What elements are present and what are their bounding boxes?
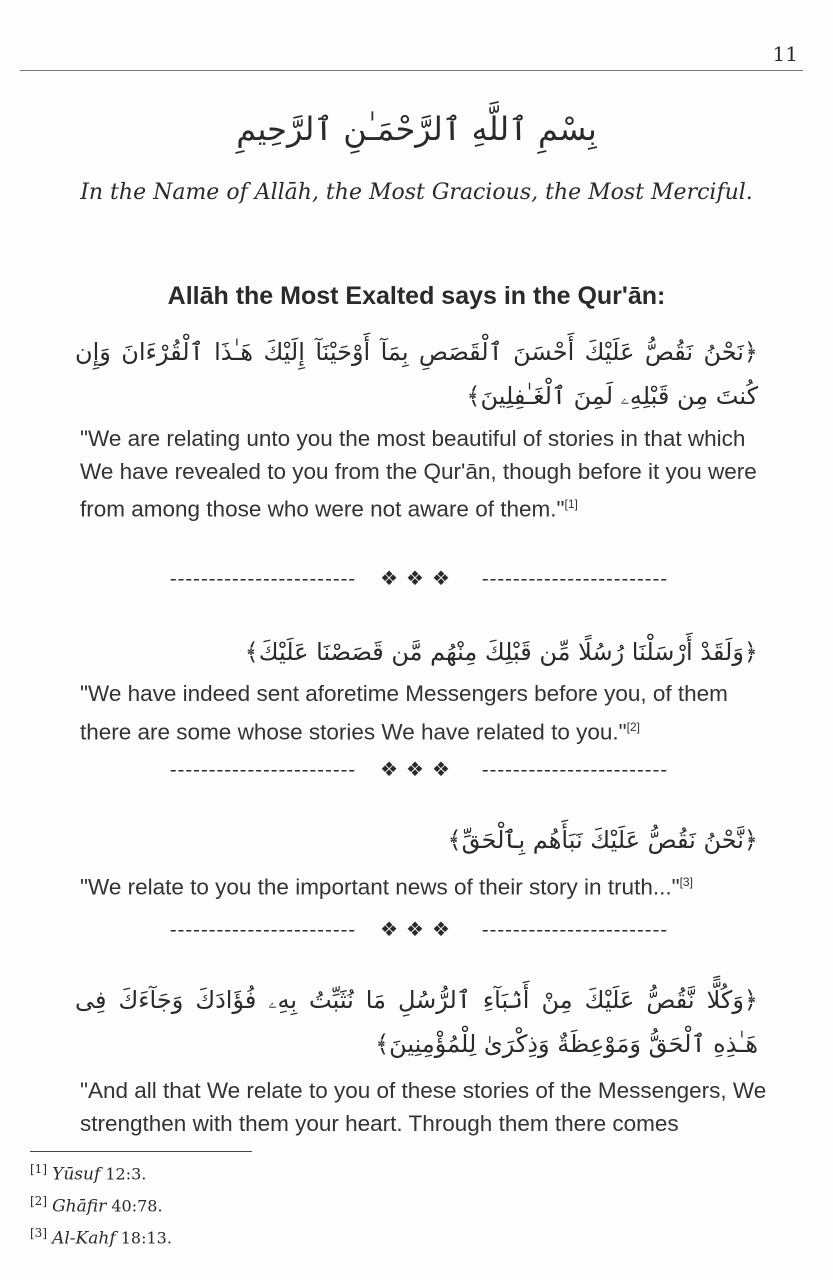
verse-translation xyxy=(80,678,768,749)
footnote-number: [1] xyxy=(30,1162,47,1176)
separator-dashes: ------------------------ xyxy=(481,757,669,781)
footnote-ref[interactable]: [2] xyxy=(626,719,640,734)
ornament-icon: ❖❖❖ xyxy=(380,566,458,590)
separator-dashes: ------------------------ xyxy=(481,566,669,590)
verse-arabic: ﴿نَحْنُ نَقُصُّ عَلَيْكَ أَحْسَنَ ٱلْقَصَصِ بِمَآ أَوْحَيْنَآ إِلَيْكَ هَـٰذَا ٱلْقُرْءَانَ وَإِن كُنتَ مِن قَبْلِهِۦ لَمِنَ ٱلْغَـٰفِلِينَ﴾ xyxy=(75,338,758,410)
separator-dashes: ------------------------ xyxy=(169,917,357,941)
separator xyxy=(80,917,758,941)
bismillah-arabic: بِسْمِ ٱللَّهِ ٱلرَّحْمَـٰنِ ٱلرَّحِيمِ xyxy=(236,110,597,148)
footnote-reference: 18:13. xyxy=(120,1228,172,1248)
footnote-reference: 12:3. xyxy=(105,1164,147,1184)
footnote-reference: 40:78. xyxy=(111,1196,163,1216)
verse-arabic: ﴿وَكُلًّا نَّقُصُّ عَلَيْكَ مِنْ أَنۢبَآءِ ٱلرُّسُلِ مَا نُثَبِّتُ بِهِۦ فُؤَادَكَ وَجَآءَكَ فِى هَـٰذِهِ ٱلْحَقُّ وَمَوْعِظَةٌ وَذِكْرَىٰ لِلْمُؤْمِنِينَ﴾ xyxy=(75,986,758,1058)
separator xyxy=(80,757,758,781)
header-rule xyxy=(20,70,803,71)
footnote-source: Al-Kahf xyxy=(52,1228,116,1249)
footnote-3 xyxy=(30,1226,172,1248)
separator-dashes: ------------------------ xyxy=(481,917,669,941)
bismillah-translation: In the Name of Allāh, the Most Gracious, the Most Merciful. xyxy=(80,180,753,205)
verse-arabic: ﴿نَّحْنُ نَقُصُّ عَلَيْكَ نَبَأَهُم بِٱلْحَقِّ﴾ xyxy=(447,826,758,854)
footnote-ref[interactable]: [1] xyxy=(564,497,578,511)
ornament-icon: ❖❖❖ xyxy=(380,757,458,781)
ornament-icon: ❖❖❖ xyxy=(380,917,458,941)
footnote-2 xyxy=(30,1194,163,1216)
footnote-source: Ghāfir xyxy=(52,1196,107,1217)
verse-text: "We are relating unto you the most beautiful of stories in that which We have revealed to you from the Qur'ān, though before it you were from among those who were not aware of them." xyxy=(80,426,757,522)
footnote-ref[interactable]: [3] xyxy=(679,875,693,889)
separator-dashes: ------------------------ xyxy=(169,757,357,781)
verse-translation xyxy=(80,423,768,526)
footnote-1 xyxy=(30,1162,146,1184)
verse-text: "We relate to you the important news of their story in truth..." xyxy=(80,874,680,900)
separator-dashes: ------------------------ xyxy=(169,566,357,590)
verse-text: "We have indeed sent aforetime Messengers before you, of them there are some whose stories We have related to you." xyxy=(80,681,728,744)
section-heading: Allāh the Most Exalted says in the Qur'ān: xyxy=(167,282,666,310)
footnote-number: [3] xyxy=(30,1226,47,1240)
footnote-source: Yūsuf xyxy=(52,1164,101,1185)
footnote-rule xyxy=(30,1151,252,1152)
footnote-number: [2] xyxy=(30,1194,47,1208)
verse-translation xyxy=(80,866,768,904)
verse-arabic: ﴿وَلَقَدْ أَرْسَلْنَا رُسُلًا مِّن قَبْلِكَ مِنْهُم مَّن قَصَصْنَا عَلَيْكَ﴾ xyxy=(244,638,758,666)
separator xyxy=(80,566,758,590)
verse-translation: "And all that We relate to you of these stories of the Messengers, We strengthen with them your heart. Through them there comes xyxy=(80,1078,767,1136)
page-number: 11 xyxy=(772,42,798,66)
